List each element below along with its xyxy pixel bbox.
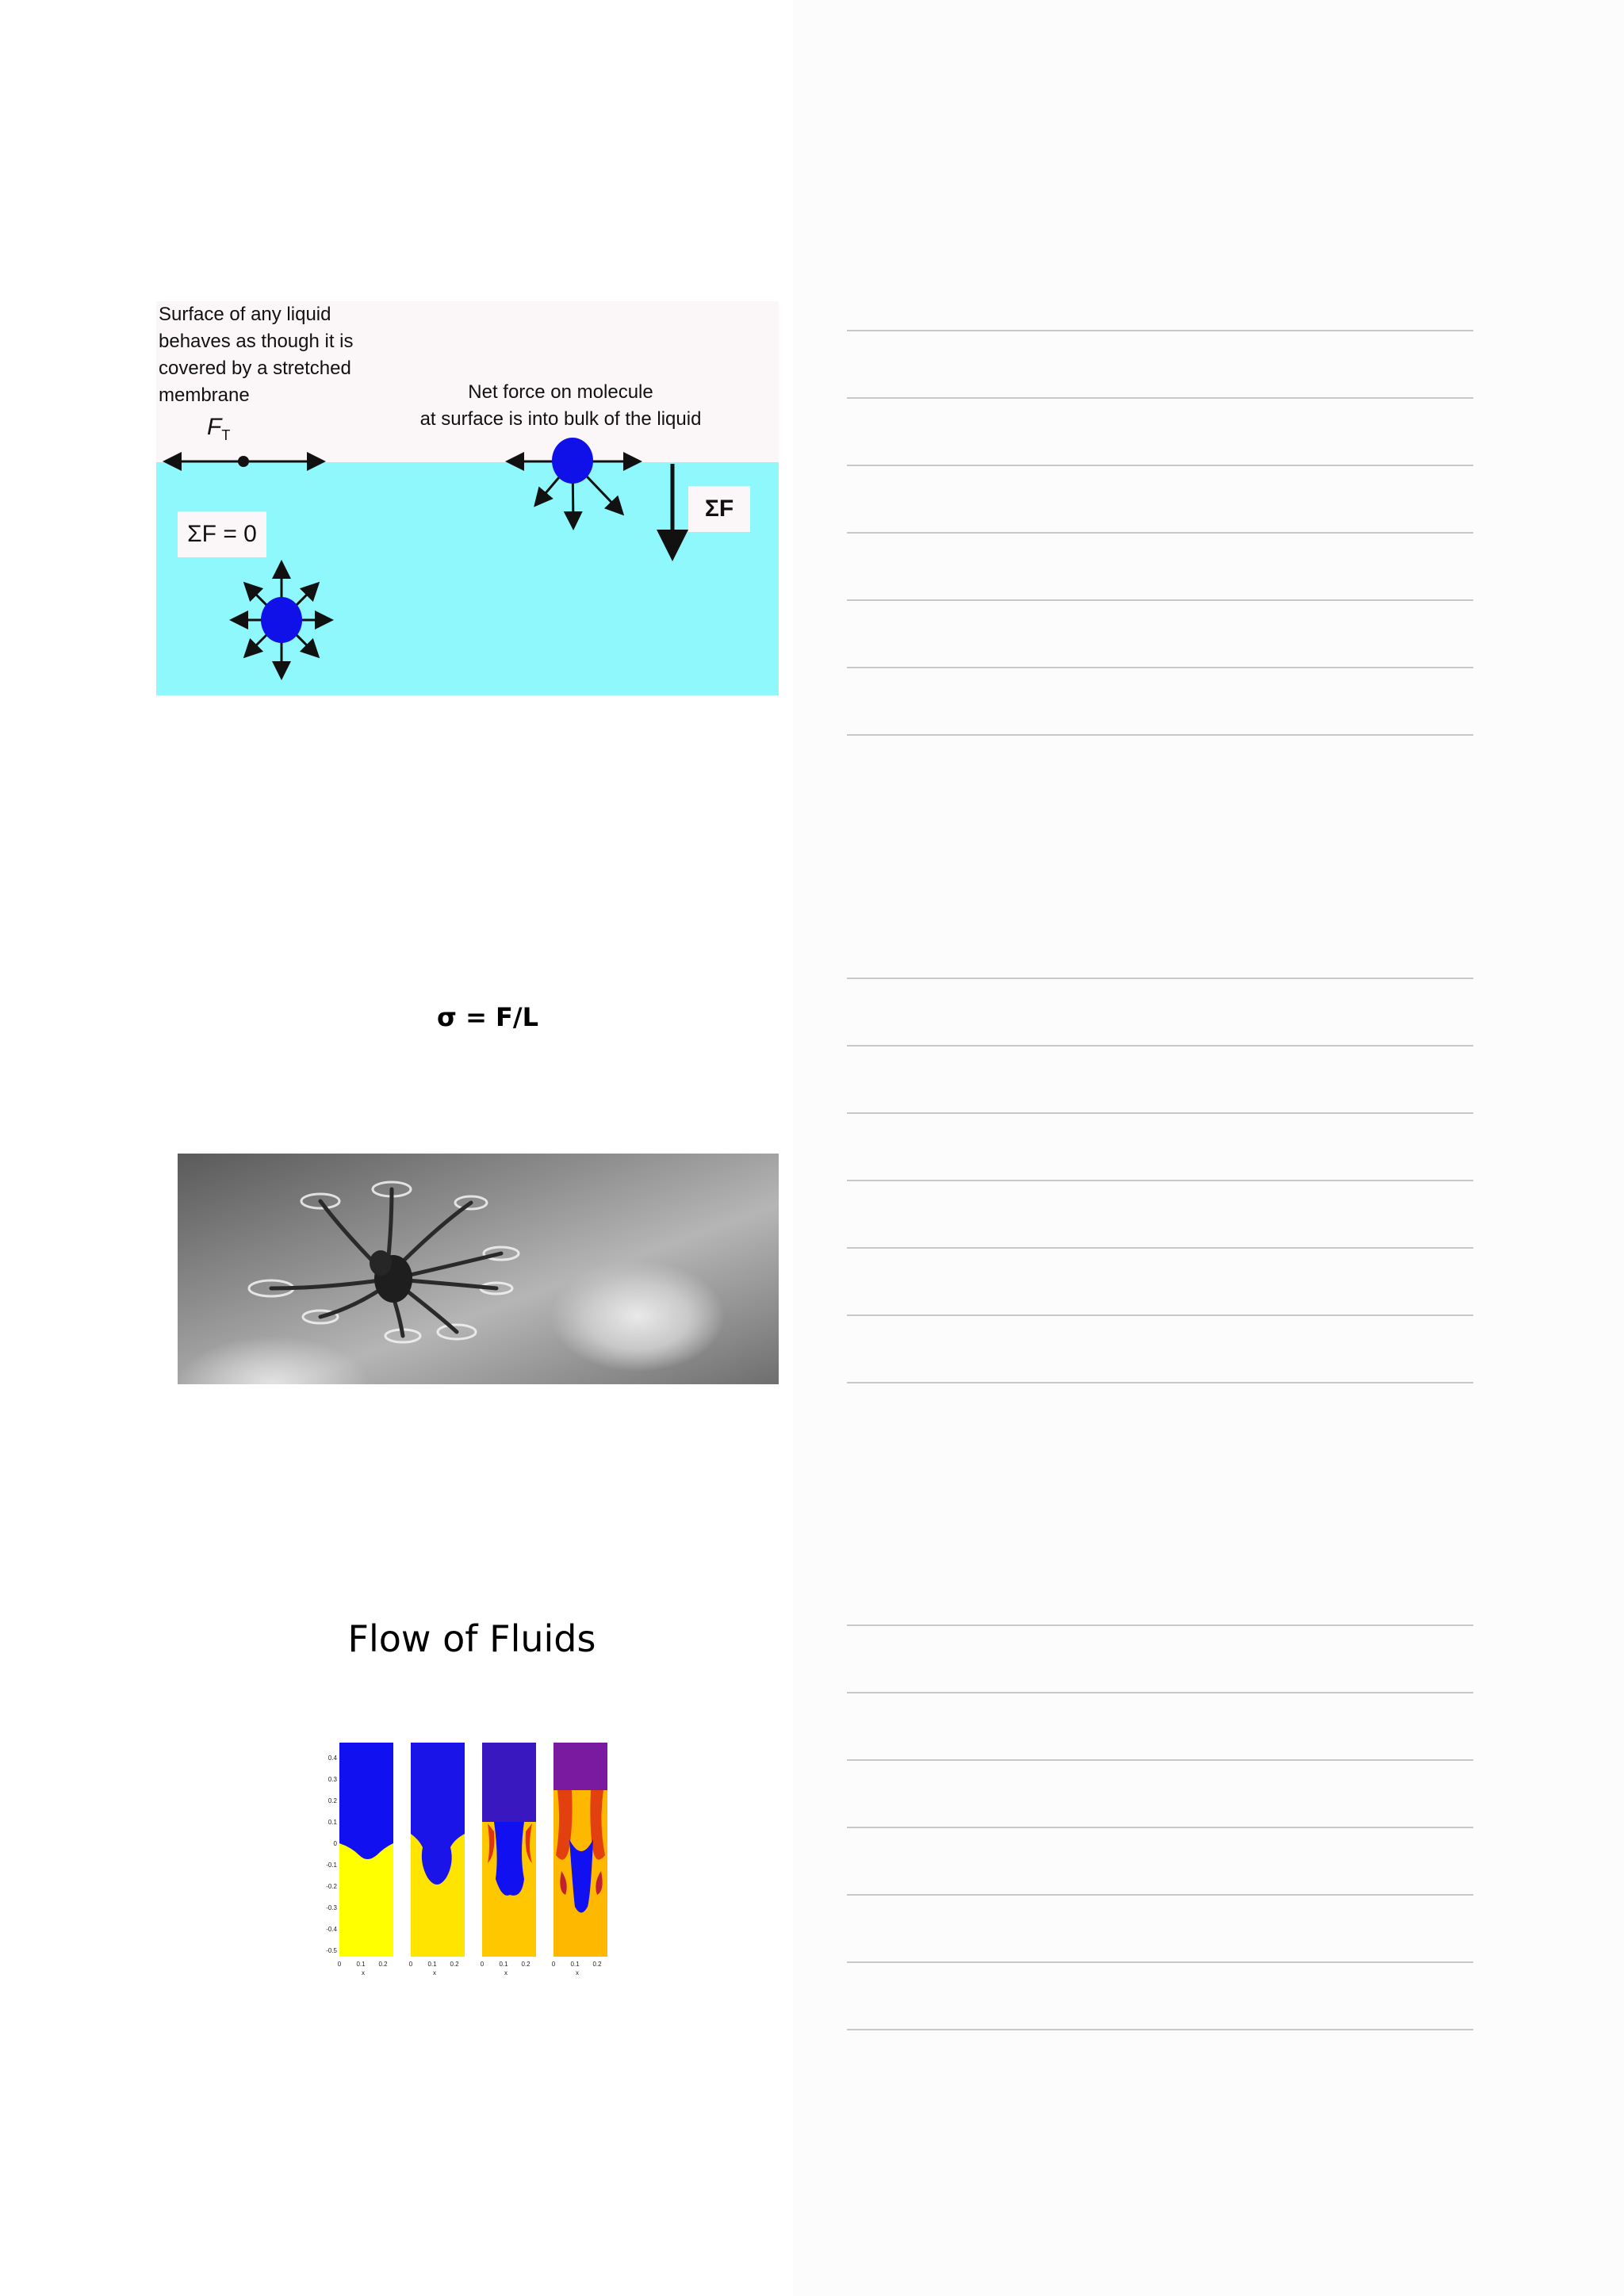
x-tick: 0 <box>480 1961 485 1968</box>
notes-panel <box>793 0 1624 2296</box>
x-tick: 0.2 <box>592 1961 602 1968</box>
note-line <box>847 1180 1473 1181</box>
x-tick: 0.2 <box>521 1961 530 1968</box>
note-line <box>847 978 1473 979</box>
sum-force-label: ΣF <box>704 496 734 522</box>
y-tick: 0.2 <box>327 1797 337 1804</box>
bulk-molecule <box>234 564 329 675</box>
note-line <box>847 1045 1473 1047</box>
membrane-arrows <box>167 456 321 467</box>
x-tick: 0.2 <box>450 1961 459 1968</box>
panel-2 <box>411 1743 465 1957</box>
simulation-panels <box>320 1736 613 1977</box>
x-tick: 0.1 <box>427 1961 437 1968</box>
note-line <box>847 2029 1473 2030</box>
panel-3 <box>482 1743 536 1957</box>
x-tick: 0.1 <box>570 1961 580 1968</box>
x-axis-label: x <box>504 1969 508 1976</box>
panel-1 <box>339 1743 393 1957</box>
spider-illustration <box>178 1154 779 1384</box>
y-tick: 0.1 <box>327 1819 337 1826</box>
note-line <box>847 1624 1473 1626</box>
note-line <box>847 330 1473 331</box>
slide-title: Flow of Fluids <box>347 1617 596 1660</box>
note-line <box>847 1759 1473 1761</box>
note-line <box>847 734 1473 736</box>
x-tick: 0.1 <box>356 1961 366 1968</box>
x-tick: 0.2 <box>378 1961 388 1968</box>
note-line <box>847 599 1473 601</box>
note-line <box>847 1961 1473 1963</box>
panel-4 <box>553 1743 607 1957</box>
x-tick: 0 <box>551 1961 556 1968</box>
y-tick: -0.4 <box>326 1926 337 1933</box>
y-tick: -0.3 <box>326 1904 337 1911</box>
note-line <box>847 397 1473 399</box>
water-spider-photo <box>178 1154 779 1384</box>
note-line <box>847 1382 1473 1383</box>
membrane-text: Surface of any liquid behaves as though it is covered by a stretched membrane <box>159 304 354 406</box>
note-line <box>847 667 1473 668</box>
net-force-text: Net force on molecule at surface is into bulk of the liquid <box>419 381 702 430</box>
x-tick: 0 <box>337 1961 342 1968</box>
surface-tension-formula: σ = F/L <box>437 1002 538 1032</box>
note-line <box>847 1247 1473 1249</box>
surface-molecule <box>510 438 638 526</box>
sum-zero-label: ΣF = 0 <box>187 521 257 547</box>
note-line <box>847 1692 1473 1693</box>
y-tick: 0.3 <box>327 1776 337 1783</box>
x-tick: 0 <box>408 1961 413 1968</box>
note-line <box>847 1314 1473 1316</box>
y-tick: -0.1 <box>326 1862 337 1869</box>
note-line <box>847 465 1473 466</box>
note-line <box>847 1894 1473 1896</box>
x-axis-label: x <box>362 1969 365 1976</box>
y-tick: -0.2 <box>326 1883 337 1890</box>
rayleigh-taylor-figure <box>320 1736 613 1977</box>
x-axis-label: x <box>576 1969 579 1976</box>
force-arrows <box>156 301 779 695</box>
y-tick: 0 <box>333 1840 337 1847</box>
note-line <box>847 532 1473 534</box>
x-axis-label: x <box>433 1969 436 1976</box>
ft-label: $F_T$ <box>207 414 231 443</box>
y-tick: 0.4 <box>327 1755 337 1762</box>
note-line <box>847 1827 1473 1828</box>
surface-tension-diagram <box>156 301 779 695</box>
y-tick: -0.5 <box>326 1947 337 1954</box>
x-tick: 0.1 <box>499 1961 508 1968</box>
note-line <box>847 1112 1473 1114</box>
